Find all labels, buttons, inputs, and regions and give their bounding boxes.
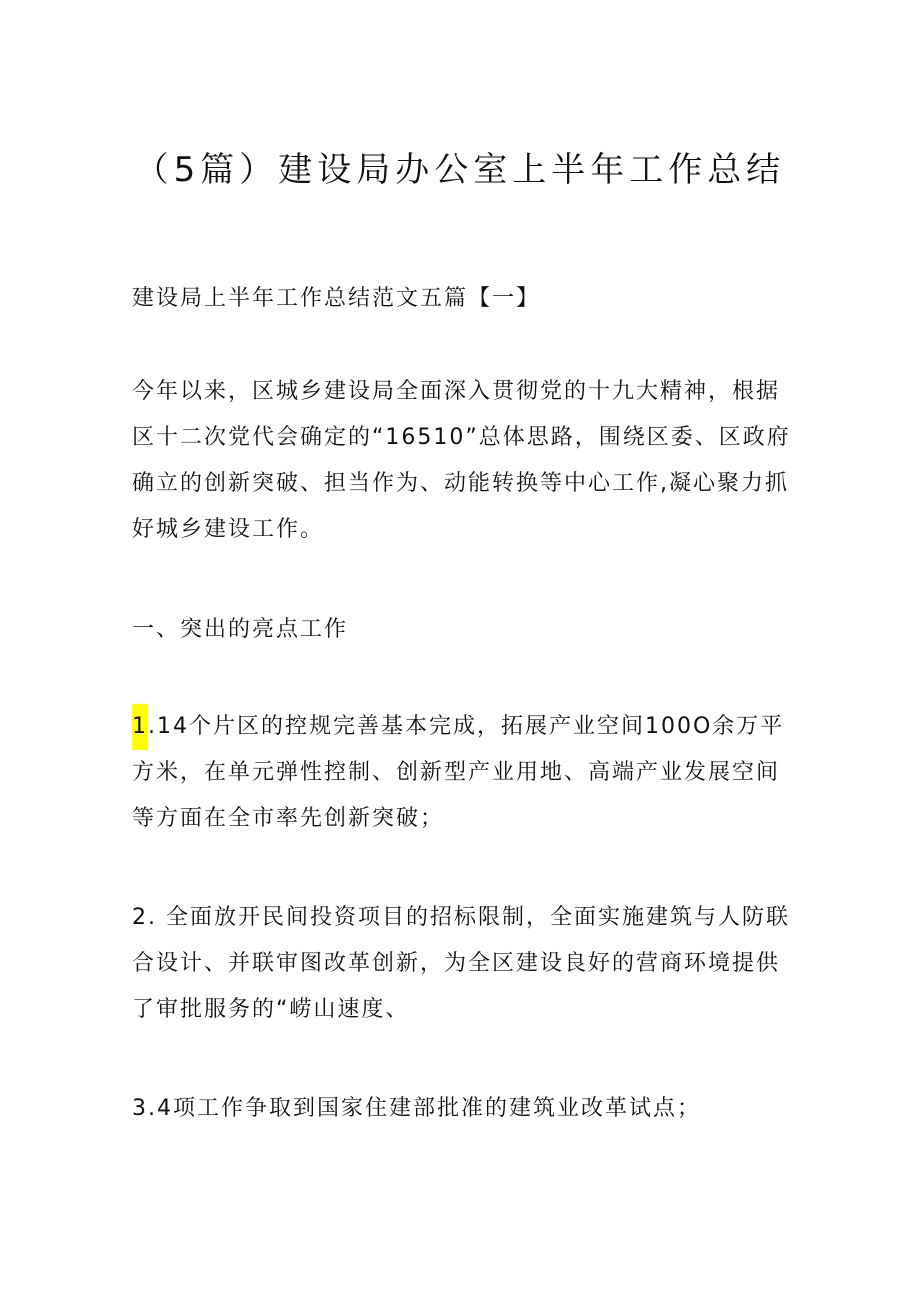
list-item-1 [132,704,792,842]
list-item-3: 3.4项工作争取到国家住建部批准的建筑业改革试点； [132,1096,701,1121]
subheading: 建设局上半年工作总结范文五篇【一】 [132,286,541,311]
list-item-2: 2. 全面放开民间投资项目的招标限制，全面实施建筑与人防联合设计、并联审图改革创新，为全区建设良好的营商环境提供了审批服务的“崂山速度、 [132,905,790,1022]
highlighted-number: 1 [132,704,148,750]
section-heading: 一、突出的亮点工作 [132,617,349,642]
document-title: （5篇）建设局办公室上半年工作总结 [134,150,786,190]
list-item-1-text: .14个片区的控规完善基本完成，拓展产业空间100O余万平方米，在单元弹性控制、创新型产业用地、高端产业发展空间等方面在全市率先创新突破； [132,714,785,831]
intro-paragraph: 今年以来，区城乡建设局全面深入贯彻党的十九大精神，根据区十二次党代会确定的“16510”总体思路，围绕区委、区政府确立的创新突破、担当作为、动能转换等中心工作,凝心聚力抓好城乡建设工作。 [132,379,791,542]
